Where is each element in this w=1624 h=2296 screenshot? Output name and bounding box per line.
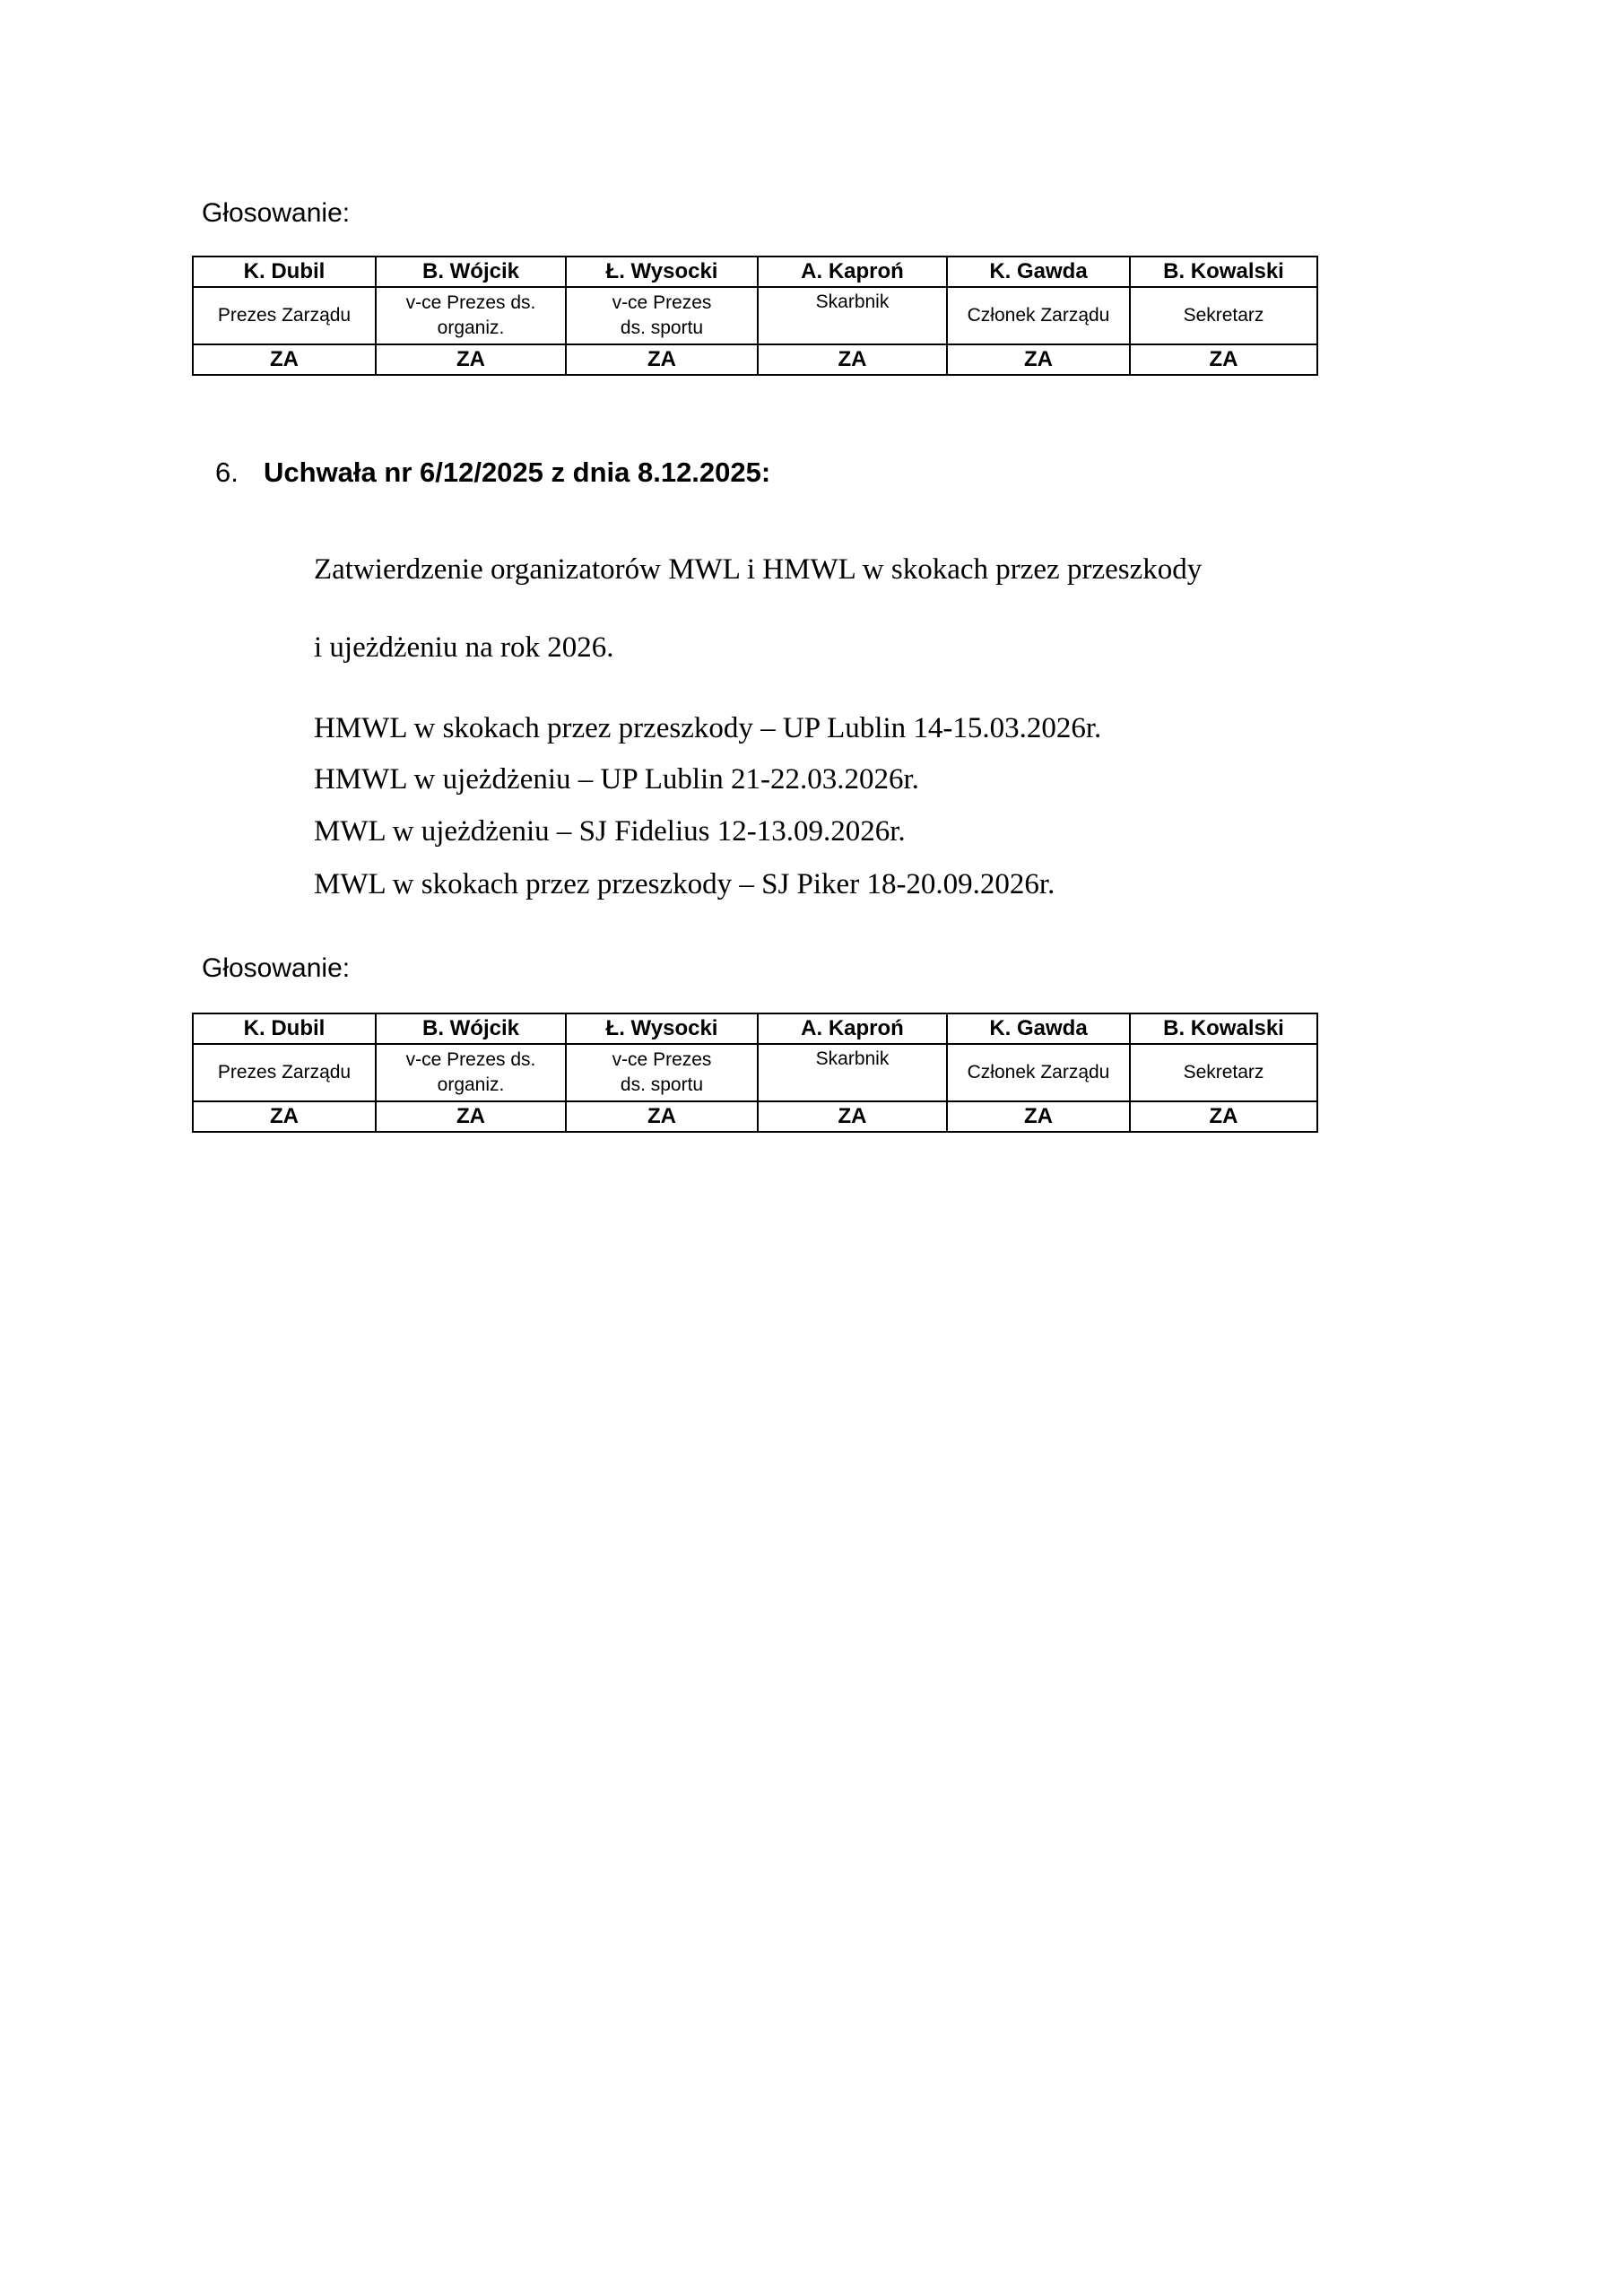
member-vote: ZA bbox=[758, 1101, 947, 1132]
voting-label: Głosowanie: bbox=[202, 953, 351, 983]
event-line: MWL w skokach przez przeszkody – SJ Piker 18-20.09.2026r. bbox=[314, 868, 1055, 900]
member-role: Członek Zarządu bbox=[947, 1044, 1130, 1101]
resolution-heading bbox=[215, 456, 770, 490]
member-vote: ZA bbox=[947, 1101, 1130, 1132]
resolution-description-line: i ujeżdżeniu na rok 2026. bbox=[314, 631, 614, 664]
member-name: B. Wójcik bbox=[376, 257, 566, 287]
resolution-title: Uchwała nr 6/12/2025 z dnia 8.12.2025: bbox=[264, 457, 771, 488]
member-role: Sekretarz bbox=[1130, 287, 1317, 344]
member-votes-row bbox=[193, 1101, 1317, 1132]
member-vote: ZA bbox=[376, 344, 566, 375]
member-vote: ZA bbox=[193, 344, 376, 375]
member-vote: ZA bbox=[1130, 1101, 1317, 1132]
member-name: K. Dubil bbox=[193, 1013, 376, 1044]
event-line: HMWL w skokach przez przeszkody – UP Lublin 14-15.03.2026r. bbox=[314, 712, 1102, 744]
member-vote: ZA bbox=[566, 344, 758, 375]
member-role-line: organiz. bbox=[437, 317, 505, 338]
member-role bbox=[376, 287, 566, 344]
voting-label: Głosowanie: bbox=[202, 198, 351, 228]
voting-table bbox=[192, 256, 1318, 376]
member-name: B. Kowalski bbox=[1130, 1013, 1317, 1044]
member-role-line: ds. sportu bbox=[620, 1074, 704, 1095]
member-role: Skarbnik bbox=[758, 1044, 947, 1101]
member-name: B. Wójcik bbox=[376, 1013, 566, 1044]
member-role bbox=[376, 1044, 566, 1101]
member-vote: ZA bbox=[758, 344, 947, 375]
member-role bbox=[566, 1044, 758, 1101]
voting-table bbox=[192, 1013, 1318, 1133]
member-vote: ZA bbox=[1130, 344, 1317, 375]
member-vote: ZA bbox=[376, 1101, 566, 1132]
member-roles-row bbox=[193, 287, 1317, 344]
member-role: Prezes Zarządu bbox=[193, 1044, 376, 1101]
member-votes-row bbox=[193, 344, 1317, 375]
member-name: K. Gawda bbox=[947, 1013, 1130, 1044]
member-names-row bbox=[193, 257, 1317, 287]
member-names-row bbox=[193, 1013, 1317, 1044]
resolution-description-line: Zatwierdzenie organizatorów MWL i HMWL w skokach przez przeszkody bbox=[314, 553, 1203, 586]
member-name: A. Kaproń bbox=[758, 1013, 947, 1044]
member-role-line: v-ce Prezes bbox=[612, 292, 712, 313]
member-role bbox=[566, 287, 758, 344]
member-role: Członek Zarządu bbox=[947, 287, 1130, 344]
member-name: Ł. Wysocki bbox=[566, 1013, 758, 1044]
member-role: Prezes Zarządu bbox=[193, 287, 376, 344]
member-role-line: organiz. bbox=[437, 1074, 505, 1095]
member-vote: ZA bbox=[566, 1101, 758, 1132]
resolution-number: 6. bbox=[215, 457, 239, 488]
member-roles-row bbox=[193, 1044, 1317, 1101]
member-role-line: v-ce Prezes bbox=[612, 1049, 712, 1070]
member-vote: ZA bbox=[193, 1101, 376, 1132]
member-name: A. Kaproń bbox=[758, 257, 947, 287]
member-role-line: v-ce Prezes ds. bbox=[405, 1049, 536, 1070]
event-line: MWL w ujeżdżeniu – SJ Fidelius 12-13.09.2026r. bbox=[314, 815, 906, 848]
member-name: K. Gawda bbox=[947, 257, 1130, 287]
member-vote: ZA bbox=[947, 344, 1130, 375]
member-name: B. Kowalski bbox=[1130, 257, 1317, 287]
event-line: HMWL w ujeżdżeniu – UP Lublin 21-22.03.2026r. bbox=[314, 763, 919, 796]
member-role: Sekretarz bbox=[1130, 1044, 1317, 1101]
member-role-line: ds. sportu bbox=[620, 317, 704, 338]
member-role: Skarbnik bbox=[758, 287, 947, 344]
member-role-line: v-ce Prezes ds. bbox=[405, 292, 536, 313]
member-name: K. Dubil bbox=[193, 257, 376, 287]
member-name: Ł. Wysocki bbox=[566, 257, 758, 287]
